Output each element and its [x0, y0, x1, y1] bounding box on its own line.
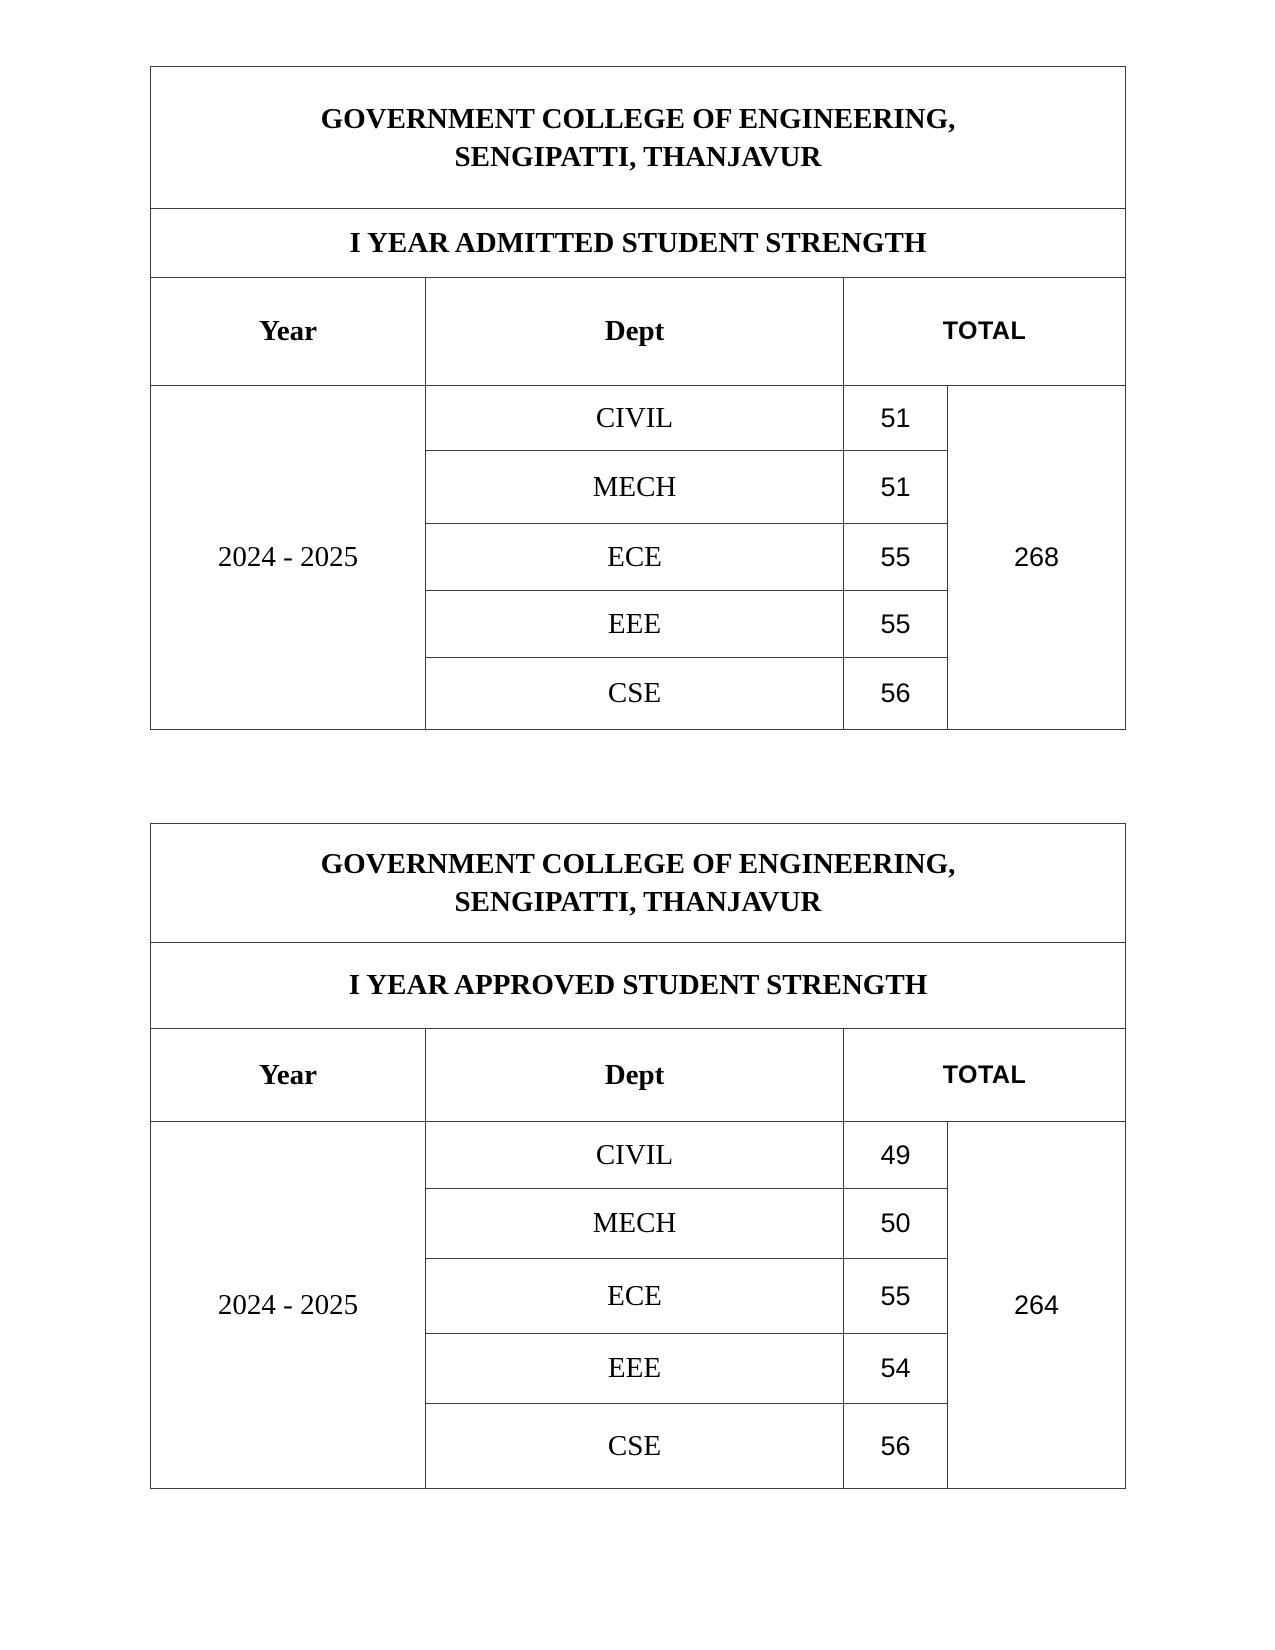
table-subtitle: I YEAR APPROVED STUDENT STRENGTH [151, 943, 1126, 1029]
count-cell: 56 [844, 1404, 948, 1489]
dept-cell: ECE [426, 524, 844, 591]
total-cell: 268 [948, 386, 1126, 730]
count-cell: 51 [844, 386, 948, 451]
dept-cell: EEE [426, 1334, 844, 1404]
dept-cell: CSE [426, 658, 844, 730]
table-subtitle: I YEAR ADMITTED STUDENT STRENGTH [151, 209, 1126, 278]
column-header-row [151, 1029, 1126, 1122]
table-row [151, 1122, 1126, 1189]
column-header-year: Year [151, 278, 426, 386]
count-cell: 49 [844, 1122, 948, 1189]
college-name-line1: GOVERNMENT COLLEGE OF ENGINEERING, [320, 102, 956, 135]
dept-cell: MECH [426, 1189, 844, 1259]
college-name-line2: SENGIPATTI, THANJAVUR [454, 886, 822, 918]
dept-cell: ECE [426, 1259, 844, 1334]
table-subtitle-row [151, 943, 1126, 1029]
count-cell: 51 [844, 451, 948, 524]
college-name [151, 67, 1126, 209]
count-cell: 55 [844, 524, 948, 591]
column-header-dept: Dept [426, 278, 844, 386]
count-cell: 55 [844, 1259, 948, 1334]
total-cell: 264 [948, 1122, 1126, 1489]
year-cell: 2024 - 2025 [151, 386, 426, 730]
table-title-row [151, 67, 1126, 209]
count-cell: 54 [844, 1334, 948, 1404]
approved-strength-table [150, 823, 1126, 1489]
admitted-strength-table [150, 66, 1126, 730]
college-name [151, 824, 1126, 943]
dept-cell: MECH [426, 451, 844, 524]
table-row [151, 386, 1126, 451]
college-name-line1: GOVERNMENT COLLEGE OF ENGINEERING, [320, 848, 956, 880]
dept-cell: CIVIL [426, 386, 844, 451]
count-cell: 55 [844, 591, 948, 658]
count-cell: 50 [844, 1189, 948, 1259]
count-cell: 56 [844, 658, 948, 730]
table-title-row [151, 824, 1126, 943]
column-header-dept: Dept [426, 1029, 844, 1122]
dept-cell: EEE [426, 591, 844, 658]
dept-cell: CSE [426, 1404, 844, 1489]
table-subtitle-row [151, 209, 1126, 278]
college-name-line2: SENGIPATTI, THANJAVUR [454, 140, 822, 173]
column-header-total: TOTAL [844, 1029, 1126, 1122]
year-cell: 2024 - 2025 [151, 1122, 426, 1489]
dept-cell: CIVIL [426, 1122, 844, 1189]
column-header-row [151, 278, 1126, 386]
column-header-year: Year [151, 1029, 426, 1122]
column-header-total: TOTAL [844, 278, 1126, 386]
